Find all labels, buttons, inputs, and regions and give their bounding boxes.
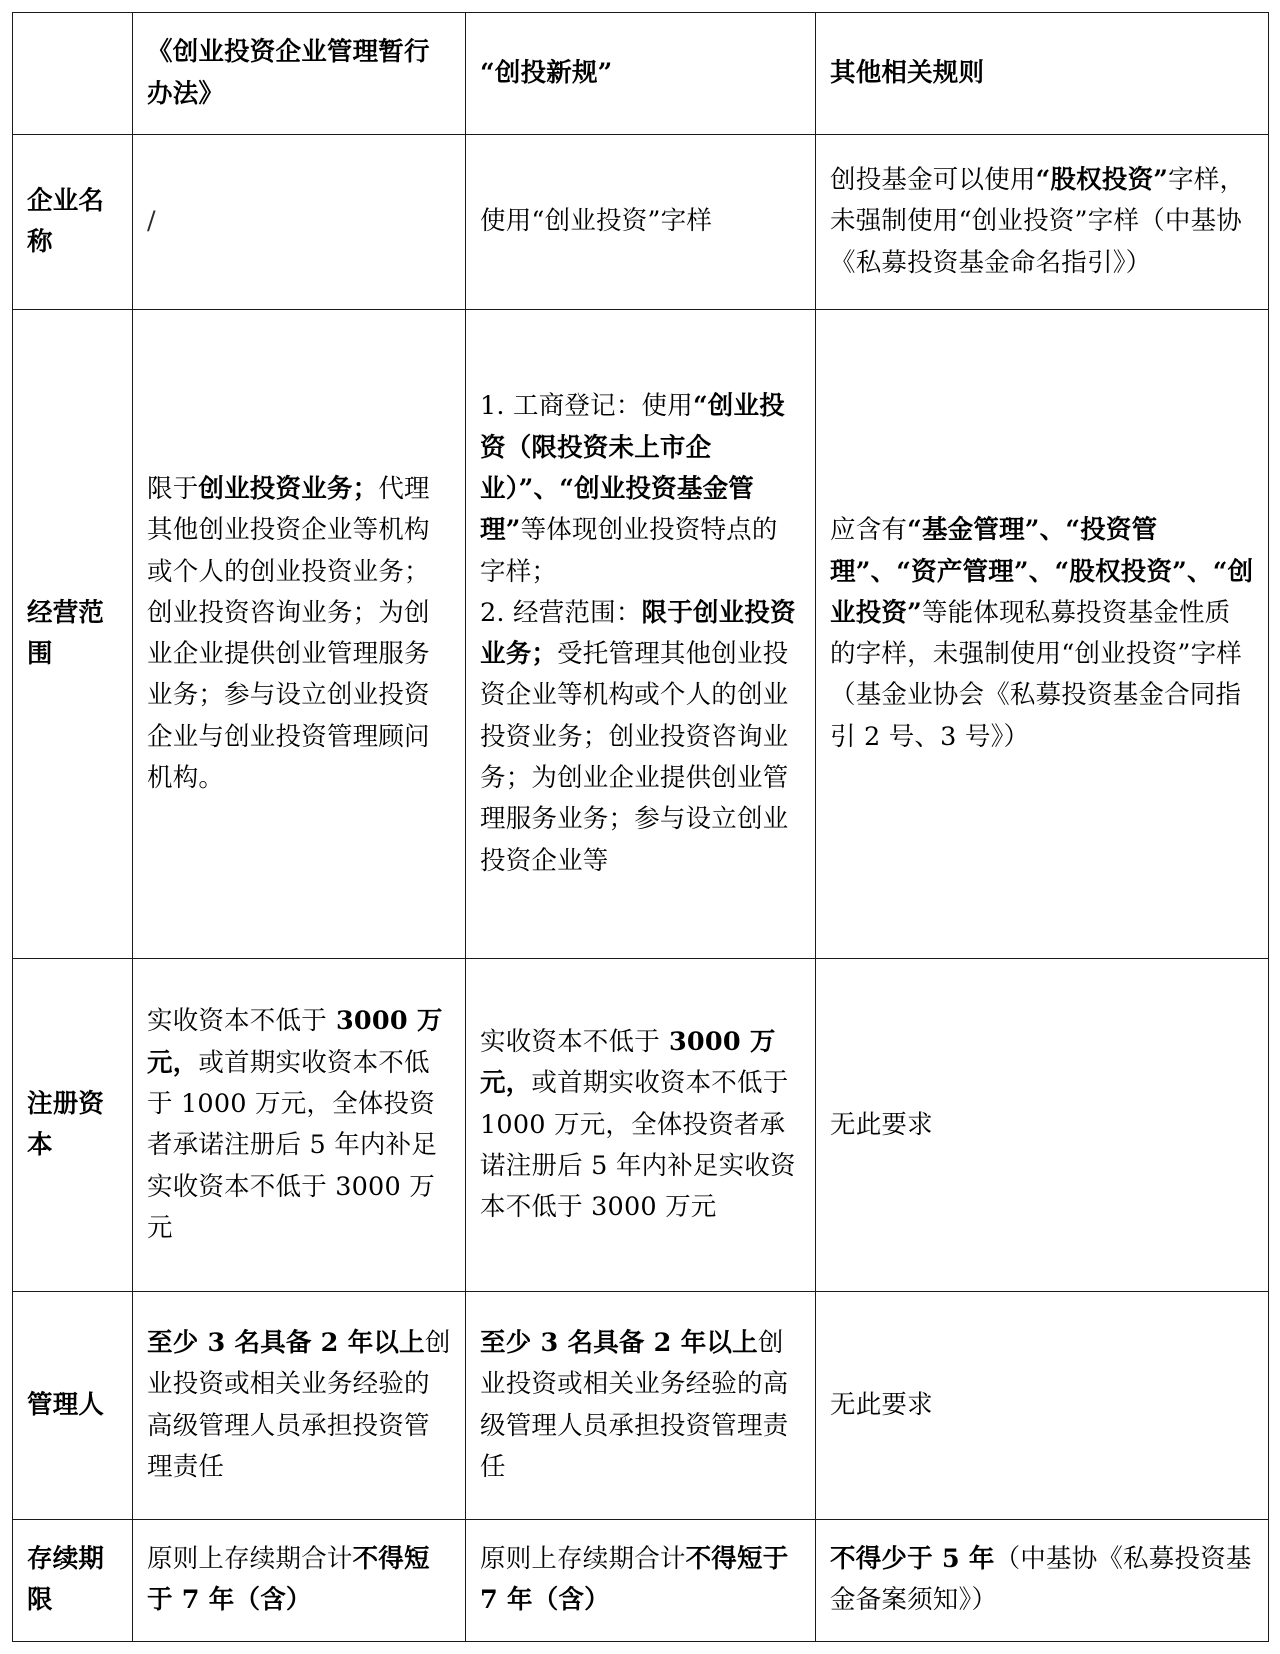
plain-text: 限于 [147, 473, 199, 504]
emphasis-text: 至少 [147, 1328, 199, 1358]
emphasis-text: 3000 万元， [480, 1027, 776, 1099]
table-row [13, 959, 1269, 1292]
cell-business-scope-interim [133, 309, 466, 958]
emphasis-text: “基金管理”、“投资管理”、“资产管理”、“股权投资”、“创业投资” [830, 515, 1254, 628]
comparison-table [12, 12, 1269, 1642]
row-label-registered-capital: 注册资本 [13, 959, 133, 1292]
cell-duration-interim [133, 1519, 466, 1641]
cell-manager-other: 无此要求 [816, 1292, 1269, 1520]
row-label-manager: 管理人 [13, 1292, 133, 1520]
emphasis-text: 不得少于 5 年 [830, 1544, 995, 1575]
emphasis-text: 不得短于 7 年（含） [480, 1544, 789, 1616]
cell-registered-capital-other: 无此要求 [816, 959, 1269, 1292]
plain-text: 2. 经营范围： [480, 597, 642, 628]
cell-enterprise-name-interim: / [133, 135, 466, 310]
cell-duration-newrules [466, 1519, 816, 1641]
plain-text: 等能体现私募投资基金性质的字样，未强制使用“创业投资”字样（基金业协会《私募投资基金合同指引 2 号、3 号》） [830, 597, 1242, 752]
emphasis-text: 限于创业投资业务； [480, 597, 796, 670]
emphasis-text: 创业投资业务； [198, 473, 379, 504]
plain-text: 受托管理其他创业投资企业等机构或个人的创业投资业务；创业投资咨询业务；为创业企业提供创业管理服务业务；参与设立创业投资企业等 [480, 639, 789, 876]
cell-registered-capital-interim [133, 959, 466, 1292]
cell-duration-other [816, 1519, 1269, 1641]
emphasis-text: “股权投资” [1035, 165, 1169, 196]
row-label-business-scope: 经营范围 [13, 309, 133, 958]
cell-manager-interim [133, 1292, 466, 1520]
header-cell-blank [13, 13, 133, 135]
plain-text: 1. 工商登记：使用 [480, 391, 693, 422]
emphasis-text: 3000 万元， [147, 1006, 443, 1078]
emphasis-text: “创业投资（限投资未上市企业）”、“创业投资基金管理” [480, 391, 785, 546]
table-header-row [13, 13, 1269, 135]
table-row [13, 1519, 1269, 1641]
plain-text: 创业投资或相关业务经验的高级管理人员承担投资管理责任 [147, 1328, 451, 1482]
plain-text: （中基协《私募投资基金备案须知》） [830, 1544, 1252, 1616]
row-label-duration: 存续期限 [13, 1519, 133, 1641]
row-label-enterprise-name: 企业名称 [13, 135, 133, 310]
plain-text: 原则上存续期合计 [147, 1544, 353, 1575]
emphasis-text: 至少 3 名具备 2 年以上 [480, 1328, 758, 1358]
plain-text: 实收资本不低于 [480, 1027, 660, 1058]
header-cell-other-rules: 其他相关规则 [816, 13, 1269, 135]
plain-text: 创业投资或相关业务经验的高级管理人员承担投资管理责任 [480, 1328, 789, 1482]
plain-text: 原则上存续期合计 [480, 1544, 686, 1575]
header-cell-new-vc-rules: “创投新规” [466, 13, 816, 135]
emphasis-text: 3 名具备 2 年以上 [198, 1328, 425, 1358]
cell-business-scope-other [816, 309, 1269, 958]
plain-text: 代理其他创业投资企业等机构或个人的创业投资业务；创业投资咨询业务；为创业企业提供创业管理服务业务；参与设立创业投资企业与创业投资管理顾问机构。 [147, 473, 430, 793]
plain-text: 或首期实收资本不低于 1000 万元，全体投资者承诺注册后 5 年内补足实收资本不低于 3000 万元 [480, 1068, 796, 1223]
plain-text: 字样，未强制使用“创业投资”字样（中基协《私募投资基金命名指引》） [830, 165, 1246, 278]
table-body [13, 13, 1269, 1642]
cell-registered-capital-newrules [466, 959, 816, 1292]
cell-enterprise-name-other [816, 135, 1269, 310]
table-row [13, 309, 1269, 958]
plain-text: 创投基金可以使用 [830, 165, 1036, 196]
plain-text: 等体现创业投资特点的字样； [480, 515, 778, 587]
plain-text: 或首期实收资本不低于 1000 万元，全体投资者承诺注册后 5 年内补足实收资本不低于 3000 万元 [147, 1047, 438, 1243]
emphasis-text: 不得短于 7 年（含） [147, 1544, 430, 1616]
table-row [13, 135, 1269, 310]
cell-manager-newrules [466, 1292, 816, 1520]
table-row [13, 1292, 1269, 1520]
header-cell-interim-measures: 《创业投资企业管理暂行办法》 [133, 13, 466, 135]
plain-text: 实收资本不低于 [147, 1006, 327, 1037]
cell-enterprise-name-newrules: 使用“创业投资”字样 [466, 135, 816, 310]
cell-business-scope-newrules [466, 309, 816, 958]
plain-text: 应含有 [830, 515, 908, 546]
